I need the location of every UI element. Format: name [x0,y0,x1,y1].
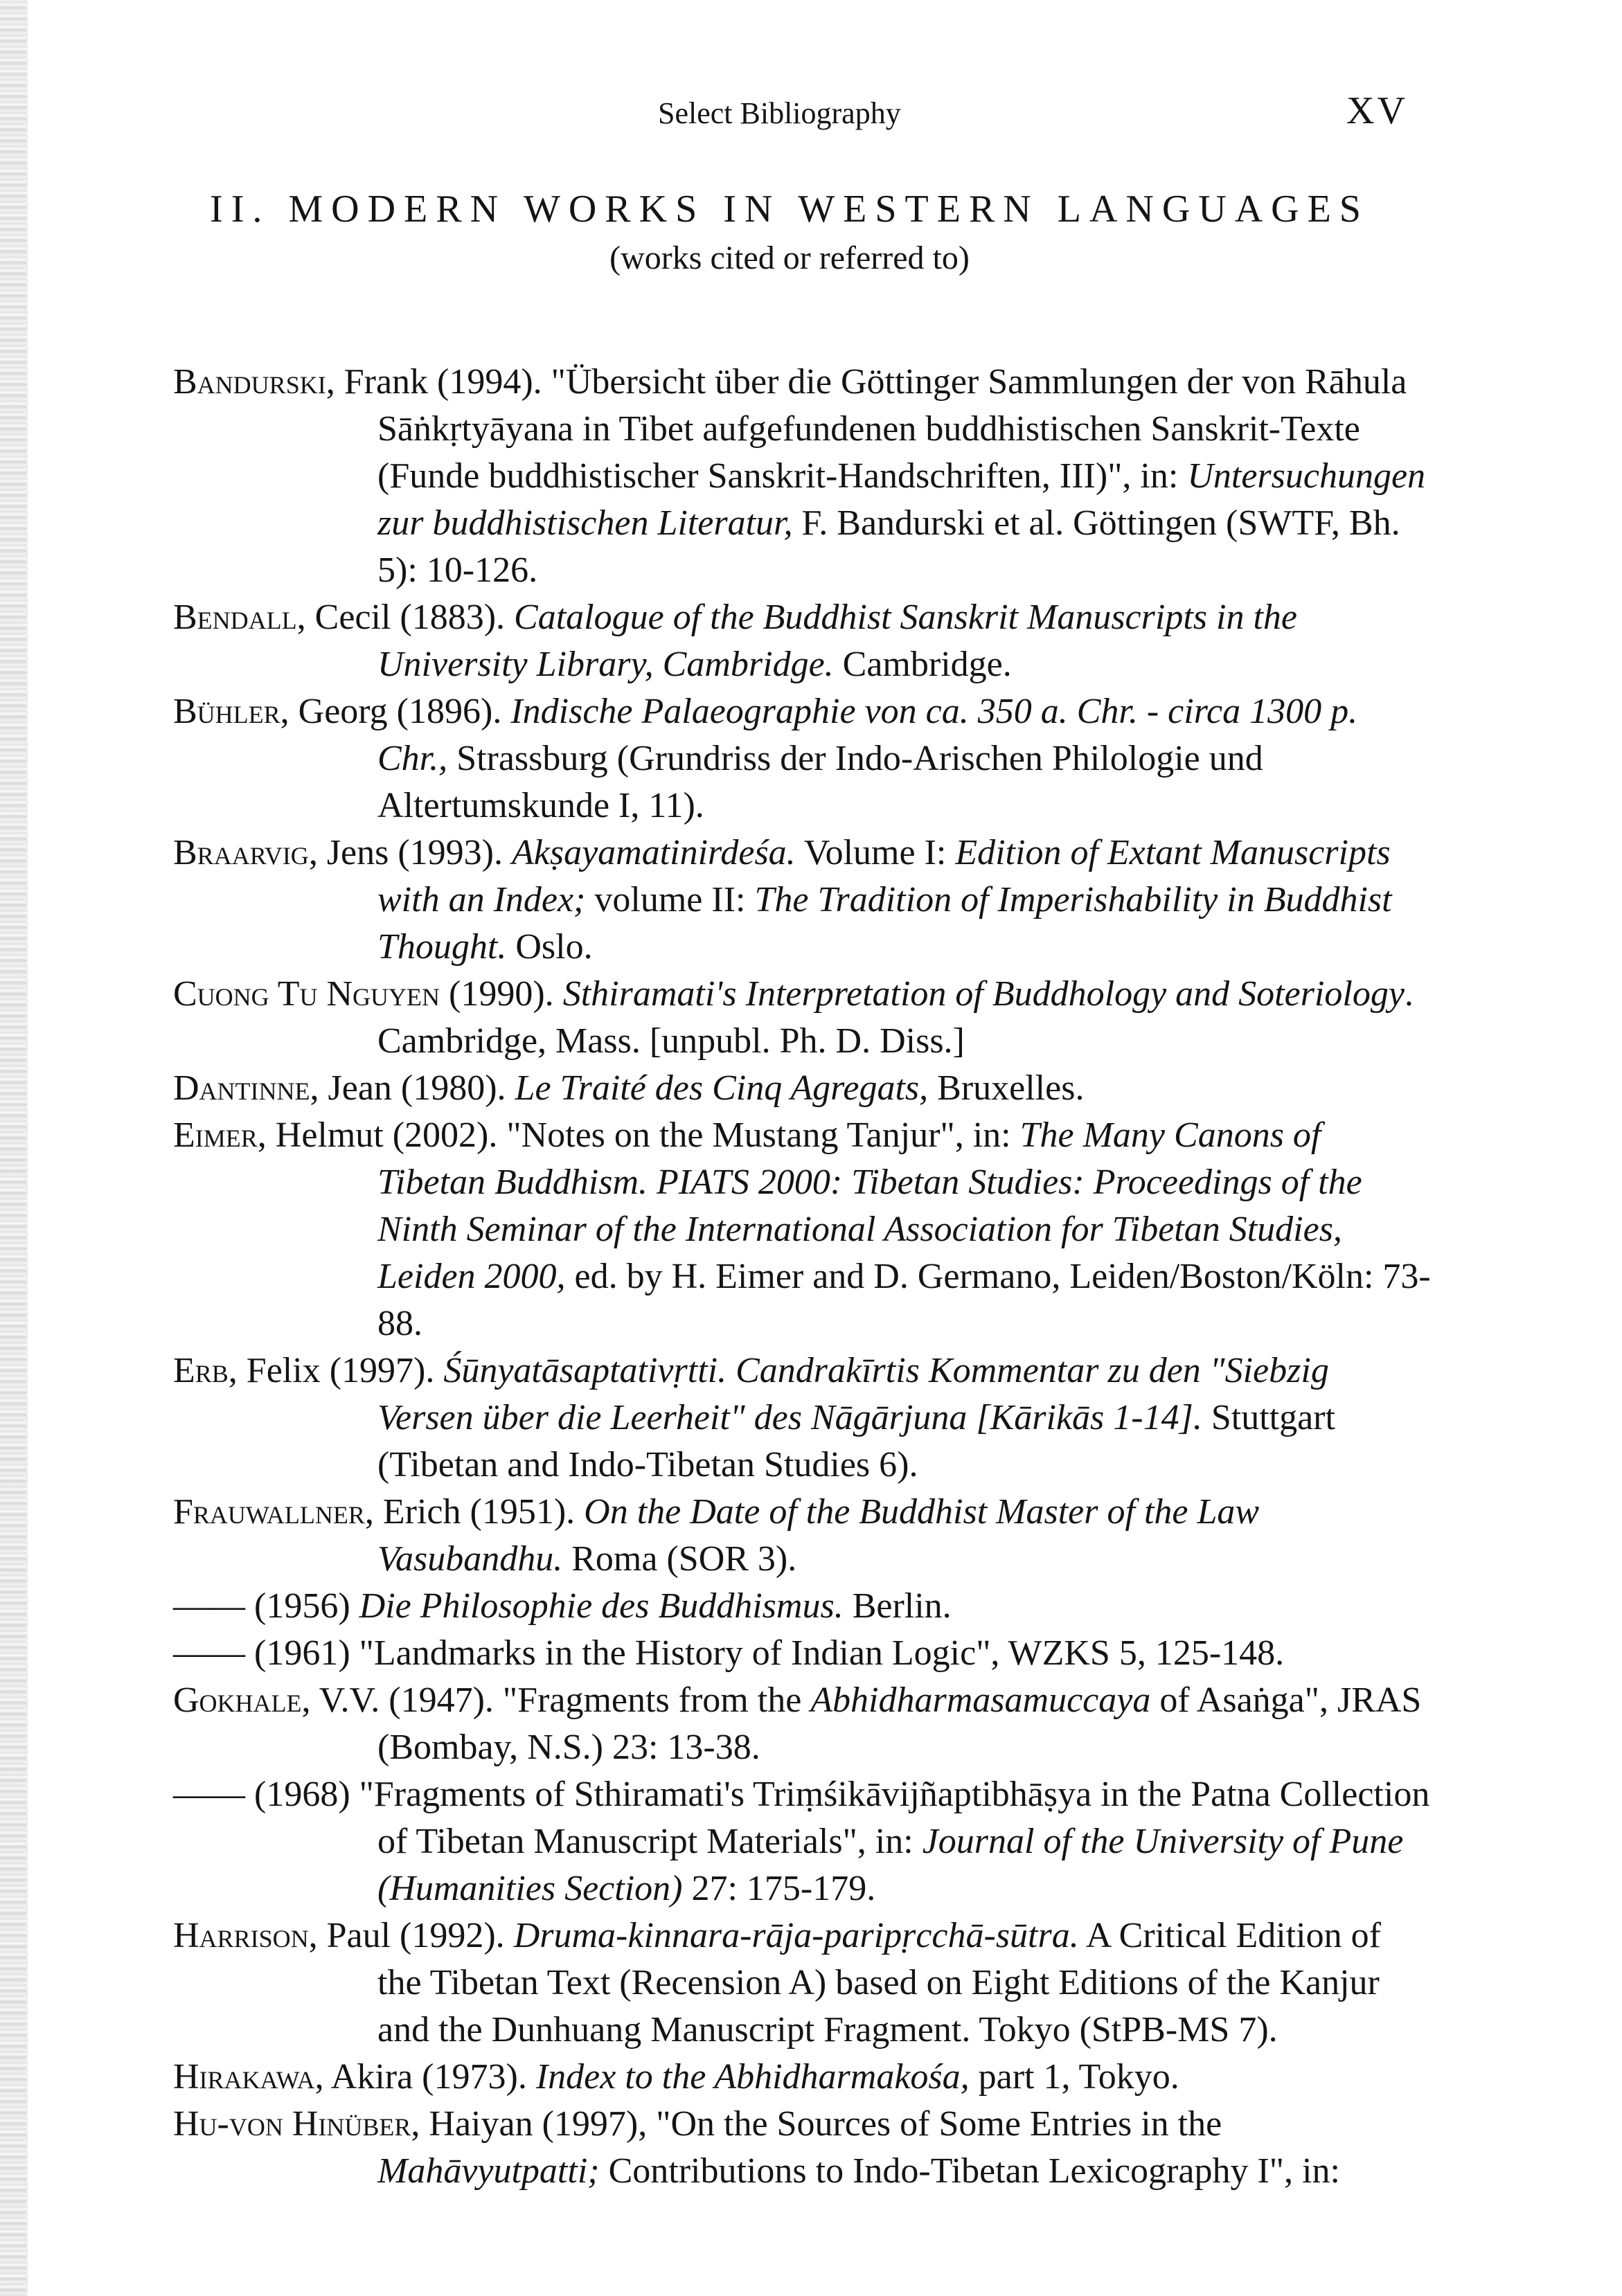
bib-author: Dantinne [173,1068,310,1108]
bib-text: (1990). [440,974,563,1014]
bib-entry [173,1583,1434,1630]
bib-text: Oslo. [506,927,593,967]
bib-text: , Haiyan (1997), "On the Sources of Some Entries in the [411,2104,1222,2144]
bib-text: ed. by H. Eimer and D. Germano, Leiden/Boston/Köln: 73-88. [377,1257,1431,1343]
bib-title: Mahāvyutpatti; [377,2151,600,2191]
bib-author: Bühler [173,692,280,731]
bib-author: Erb [173,1351,229,1390]
bib-entry [173,1112,1434,1347]
bib-text: , Erich (1951). [364,1492,585,1532]
bib-author: Bendall [173,598,297,637]
bib-text: , Jens (1993). [308,833,512,872]
bib-text: F. Bandurski et al. Göttingen (SWTF, Bh. 5): 10-126. [377,503,1400,590]
bib-text: —— (1968) "Fragments of Sthiramati's Triṃśikāvijñaptibhāṣya in the Patna Collection of Tibetan Manuscript Materials", in: [173,1775,1430,1861]
bib-entry [173,829,1434,971]
bib-author: Braarvig [173,833,309,872]
bib-title: Akṣayamatinirdeśa. [512,833,796,872]
bib-title: Sthiramati's Interpretation of Buddhology and Soteriology [562,974,1405,1014]
bib-title: Catalogue of the Buddhist Sanskrit Manuscripts in the University Library, Cambridge. [377,598,1297,684]
bib-entry [173,1347,1434,1489]
bib-author: Gokhale [173,1680,302,1720]
bib-title: Indische Palaeographie von ca. 350 a. Chr. - circa 1300 p. Chr., [377,692,1358,778]
bib-entry [173,971,1434,1065]
bib-text: , Akira (1973). [314,2057,536,2097]
bib-entry [173,1065,1434,1112]
bib-text: volume II: [585,880,755,920]
bib-title: Edition of Extant Manuscripts with an Index; [377,833,1391,920]
bib-author: Cuong Tu Nguyen [173,974,440,1014]
running-title: Select Bibliography [658,96,901,130]
bib-entry [173,1630,1434,1677]
bib-text: , Cecil (1883). [296,598,515,637]
bib-author: Eimer [173,1115,258,1155]
bib-title: Le Traité des Cinq Agregats, [515,1068,929,1108]
bib-text: , Frank (1994). "Übersicht über die Göttinger Sammlungen der von Rāhula Sāṅkṛtyāyana in Tibet aufgefundenen buddhistischen Sanskrit-Texte (Funde buddhistischer Sanskrit-Handschriften, III)", in: [326,362,1407,496]
bib-text: , Jean (1980). [310,1068,515,1108]
running-head [0,89,1622,144]
bib-text: 27: 175-179. [682,1869,876,1908]
bib-author: Frauwallner [173,1492,365,1532]
bibliography-list [173,359,1434,2195]
scan-edge [0,0,28,2296]
bib-title: The Many Canons of Tibetan Buddhism. PIATS 2000: Tibetan Studies: Proceedings of the Ninth Seminar of the International Association for Tibetan Studies, Leiden 2000, [377,1115,1362,1296]
bib-text: , Felix (1997). [228,1351,444,1390]
bib-title: Druma-kinnara-rāja-paripṛcchā-sūtra. [513,1916,1079,1955]
bib-entry [173,1771,1434,1912]
bib-title: Abhidharmasamuccaya [810,1680,1151,1720]
bib-title: Journal of the University of Pune (Humanities Section) [377,1822,1404,1908]
bib-text: Cambridge. [833,645,1012,684]
bib-title: The Tradition of Imperishability in Buddhist Thought. [377,880,1392,967]
bib-text: , Georg (1896). [280,692,511,731]
bib-entry [173,688,1434,829]
bib-entry [173,594,1434,688]
section-subtitle: (works cited or referred to) [609,240,970,276]
bib-text: part 1, Tokyo. [969,2057,1179,2097]
bib-text: Bruxelles. [928,1068,1085,1108]
bib-text: Contributions to Indo-Tibetan Lexicography I", in: [599,2151,1340,2191]
bib-text: . Cambridge, Mass. [unpubl. Ph. D. Diss.] [377,974,1414,1061]
bib-text: —— (1961) "Landmarks in the History of Indian Logic", WZKS 5, 125-148. [173,1633,1285,1673]
bib-title: Untersuchungen zur buddhistischen Literatur, [377,456,1426,543]
bib-author: Bandurski [173,362,326,402]
bib-title: Śūnyatāsaptativṛtti. Candrakīrtis Kommentar zu den "Siebzig Versen über die Leerheit" des Nāgārjuna [Kārikās 1-14]. [377,1351,1329,1437]
bib-entry [173,1912,1434,2054]
bib-text: Stuttgart (Tibetan and Indo-Tibetan Studies 6). [377,1398,1335,1485]
bib-author: Harrison [173,1916,309,1955]
bib-text: A Critical Edition of the Tibetan Text (Recension A) based on Eight Editions of the Kanjur and the Dunhuang Manuscript Fragment. Tokyo (StPB-MS 7). [377,1916,1381,2050]
bib-entry [173,1677,1434,1771]
bib-text: —— (1956) [173,1586,359,1626]
bib-text: Strassburg (Grundriss der Indo-Arischen Philologie und Altertumskunde I, 11). [377,739,1263,825]
bib-author: Hirakawa [173,2057,315,2097]
bib-text: , Helmut (2002). "Notes on the Mustang Tanjur", in: [257,1115,1020,1155]
bib-title: Index to the Abhidharmakośa, [535,2057,970,2097]
bib-entry [173,1489,1434,1583]
bib-text: of Asaṅga", JRAS (Bombay, N.S.) 23: 13-38. [377,1680,1422,1767]
page-number: XV [1346,89,1408,132]
bib-title: Die Philosophie des Buddhismus. [359,1586,844,1626]
bib-text: , V.V. (1947). "Fragments from the [301,1680,811,1720]
bib-entry [173,2101,1434,2195]
bib-text: Roma (SOR 3). [562,1539,797,1579]
bib-entry [173,2054,1434,2101]
bib-title: On the Date of the Buddhist Master of the Law Vasubandhu. [377,1492,1260,1579]
section-title: II. MODERN WORKS IN WESTERN LANGUAGES [210,188,1369,231]
bib-text: , Paul (1992). [308,1916,514,1955]
bib-text: Volume I: [795,833,956,872]
bib-text: Berlin. [843,1586,952,1626]
bib-author: Hu-von Hinüber [173,2104,411,2144]
bib-entry [173,359,1434,594]
